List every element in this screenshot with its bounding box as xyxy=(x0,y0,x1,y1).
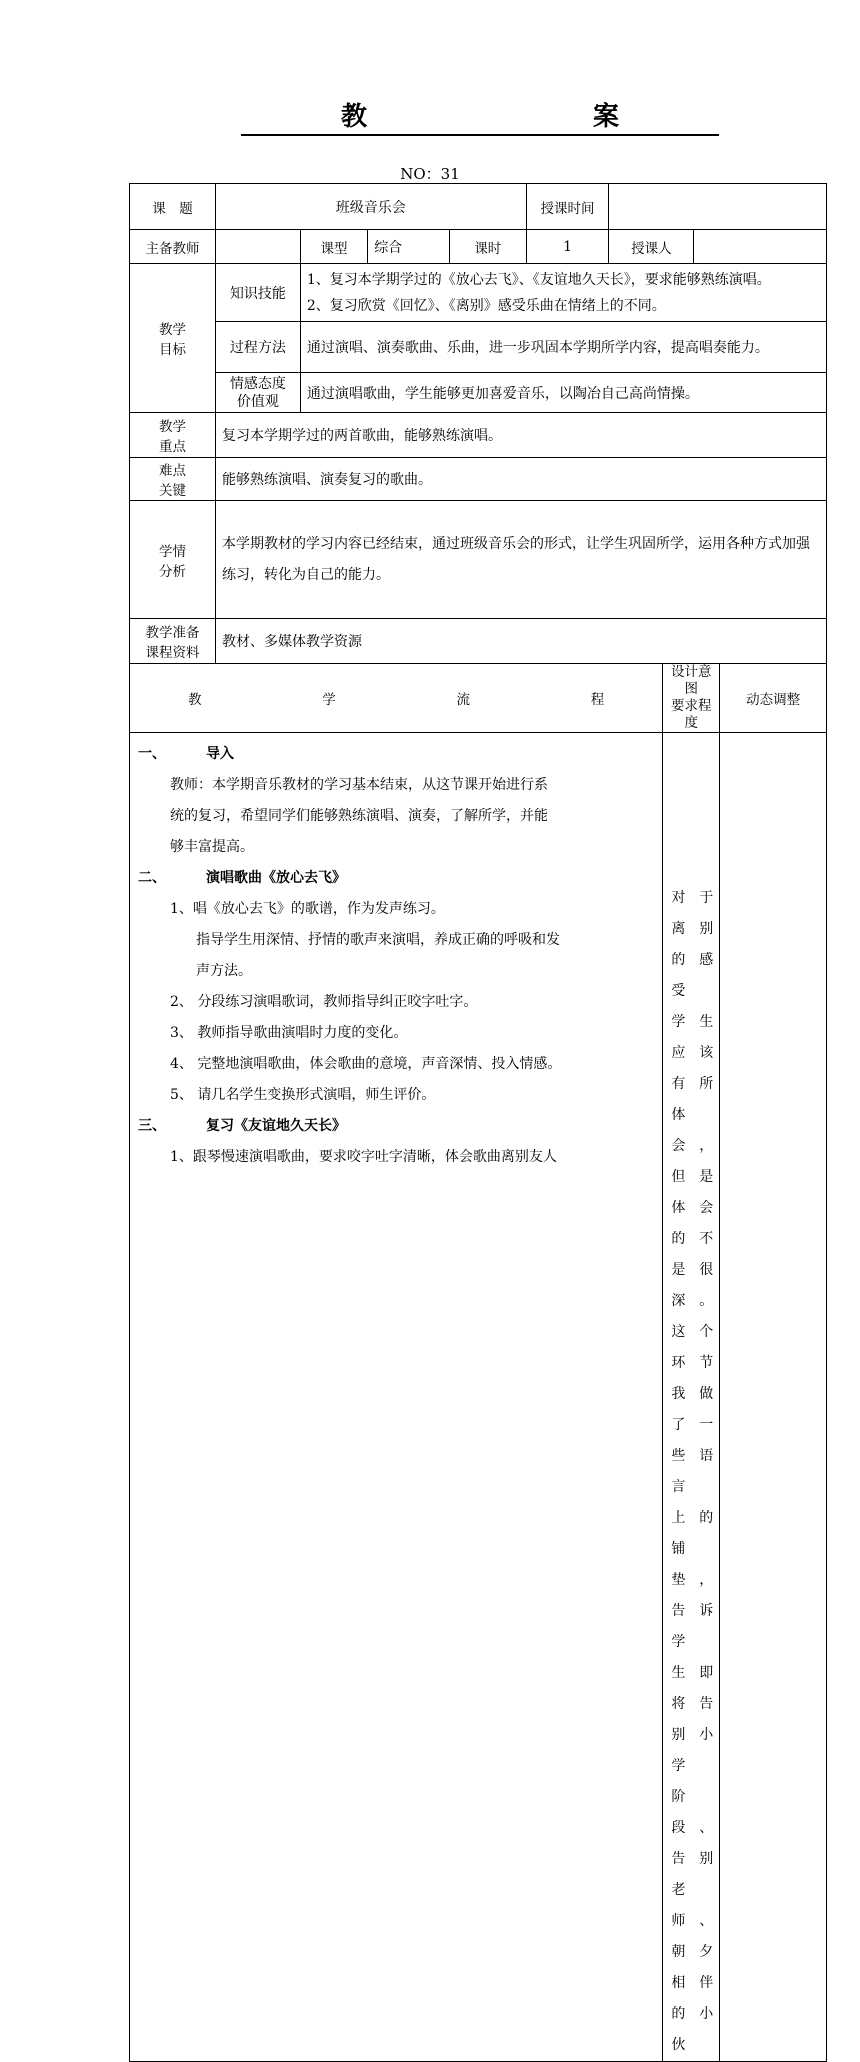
lesson-number: NO：31 xyxy=(400,165,460,183)
time-value xyxy=(609,184,827,230)
teacher-label: 主备教师 xyxy=(130,230,216,264)
type-value: 综合 xyxy=(368,230,450,264)
adjust-notes xyxy=(720,733,827,2062)
flow-header: 教 学 流 程 xyxy=(130,664,663,733)
design-notes: 对于离别的感受 学生应该有所体 会，但是体会的不 是很深。这个环节 我做了一些语言 上的铺垫，告诉学 生即将告别小学 阶段、告别老师、 朝夕相伴的小伙 xyxy=(663,733,720,2062)
section-song1: 二、 演唱歌曲《放心去飞》 xyxy=(138,870,346,886)
goals-label: 教学 目标 xyxy=(130,264,216,413)
materials-label: 教学准备 课程资料 xyxy=(130,619,216,664)
lesson-plan-table xyxy=(129,183,827,2062)
hours-value: 1 xyxy=(526,230,609,264)
lecturer-value xyxy=(694,230,827,264)
difficulty-row xyxy=(130,458,827,501)
process-label: 过程方法 xyxy=(215,322,300,373)
adjust-header: 动态调整 xyxy=(720,664,827,733)
materials-value: 教材、多媒体教学资源 xyxy=(215,619,826,664)
focus-value: 复习本学期学过的两首歌曲，能够熟练演唱。 xyxy=(215,413,826,458)
teacher-value xyxy=(215,230,300,264)
topic-row xyxy=(130,184,827,230)
flow-content: 一、 导入 教师：本学期音乐教材的学习基本结束，从这节课开始进行系 统的复习，希望同学们能够熟练演唱、演奏，了解所学，并能 够丰富提高。 二、 演唱歌曲《放心去飞》 1、唱《放心去飞》的歌谱，作为发声练习。 指导学生用深情、抒情的歌声来演唱，养成正确的呼吸和发 声方法。 2、 分段练习演唱歌词，教师指导纠正咬字吐字。 3、 教师指导歌曲演唱时力度的变化。 4、 完整地演唱歌曲，体会歌曲的意境，声音深情、投入情感。 5、 请几名学生变换形式演唱，师生评价。 三、 复习《友谊地久天长》 1、跟琴慢速演唱歌曲，要求咬字吐字清晰，体会歌曲离别友人 xyxy=(130,733,663,2062)
goals-emotion-row xyxy=(130,373,827,413)
hours-label: 课时 xyxy=(450,230,527,264)
difficulty-label: 难点 关键 xyxy=(130,458,216,501)
materials-row xyxy=(130,619,827,664)
type-label: 课型 xyxy=(300,230,367,264)
topic-label: 课 题 xyxy=(130,184,216,230)
time-label: 授课时间 xyxy=(526,184,609,230)
process-value: 通过演唱、演奏歌曲、乐曲，进一步巩固本学期所学内容，提高唱奏能力。 xyxy=(300,322,826,373)
focus-label: 教学 重点 xyxy=(130,413,216,458)
situation-value: 本学期教材的学习内容已经结束，通过班级音乐会的形式，让学生巩固所学，运用各种方式加强练习，转化为自己的能力。 xyxy=(215,501,826,619)
design-header: 设计意图 要求程度 xyxy=(663,664,720,733)
situation-label: 学情 分析 xyxy=(130,501,216,619)
knowledge-label: 知识技能 xyxy=(215,264,300,322)
flow-body-row xyxy=(130,733,827,2062)
knowledge-value: 1、复习本学期学过的《放心去飞》、《友谊地久天长》，要求能够熟练演唱。 2、复习欣赏《回忆》、《离别》感受乐曲在情绪上的不同。 xyxy=(300,264,826,322)
goals-process-row xyxy=(130,322,827,373)
goals-knowledge-row xyxy=(130,264,827,322)
teacher-row xyxy=(130,230,827,264)
situation-row xyxy=(130,501,827,619)
section-song2: 三、 复习《友谊地久天长》 xyxy=(138,1118,346,1134)
document-title: 教 案 xyxy=(0,100,860,136)
emotion-label: 情感态度 价值观 xyxy=(215,373,300,413)
emotion-value: 通过演唱歌曲，学生能够更加喜爱音乐，以陶冶自己高尚情操。 xyxy=(300,373,826,413)
topic-value: 班级音乐会 xyxy=(215,184,526,230)
lecturer-label: 授课人 xyxy=(609,230,694,264)
section-intro: 一、 导入 xyxy=(138,746,234,762)
flow-header-row xyxy=(130,664,827,733)
focus-row xyxy=(130,413,827,458)
difficulty-value: 能够熟练演唱、演奏复习的歌曲。 xyxy=(215,458,826,501)
